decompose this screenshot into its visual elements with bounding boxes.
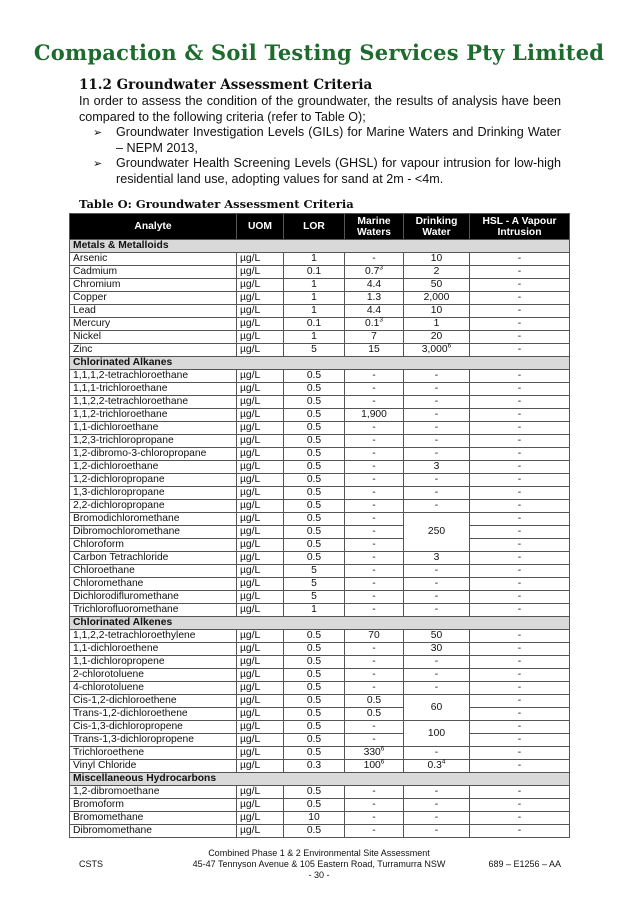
criteria-list: [93, 125, 561, 187]
table-row: 4-chlorotoluene µg/L 0.5 - - -: [70, 682, 570, 695]
table-header-row: [70, 214, 570, 240]
table-row: Bromodichloromethane µg/L 0.5 - 250 -: [70, 513, 570, 526]
header-analyte: Analyte: [70, 214, 237, 240]
footer-right: 689 – E1256 – AA: [488, 859, 561, 869]
table-row: Zinc µg/L 5 15 3,000$^6$ -: [70, 344, 570, 357]
group-row-misc-hydrocarbons: Miscellaneous Hydrocarbons: [70, 773, 570, 786]
table-row: 2,2-dichloropropane µg/L 0.5 - - -: [70, 500, 570, 513]
table-row: Vinyl Chloride µg/L 0.3 $100^6$ $0.3^4$ -: [70, 760, 570, 773]
table-row: Dibromomethane µg/L 0.5 - - -: [70, 825, 570, 838]
table-row: Carbon Tetrachloride µg/L 0.5 - 3 -: [70, 552, 570, 565]
group-row-metals: Metals & Metalloids: [70, 240, 570, 253]
header-uom: UOM: [237, 214, 284, 240]
footer-address: 45-47 Tennyson Avenue & 105 Eastern Road, Turramurra NSW: [192, 859, 446, 869]
section-heading: 11.2 Groundwater Assessment Criteria: [79, 77, 373, 93]
table-row: Trichlorofluoromethane µg/L 1 - - -: [70, 604, 570, 617]
table-row: 1,1-dichloroethene µg/L 0.5 - 30 -: [70, 643, 570, 656]
table-row: 1,1,2-trichloroethane µg/L 0.5 1,900 - -: [70, 409, 570, 422]
arrow-bullet-icon: ➢: [93, 157, 103, 170]
table-row: 1,2-dichloroethane µg/L 0.5 - 3 -: [70, 461, 570, 474]
table-row: Cadmium µg/L 0.1 $0.7^3$ 2 -: [70, 266, 570, 279]
list-item: ➢ Groundwater Health Screening Levels (GHSL) for vapour intrusion for low-high residential land use, adopting values for sand at 2m - <4m.: [93, 156, 561, 186]
arrow-bullet-icon: ➢: [93, 126, 103, 139]
group-row-chlorinated-alkanes: Chlorinated Alkanes: [70, 357, 570, 370]
header-marine-waters: Marine Waters: [345, 214, 404, 240]
table-row: 1,1,2,2-tetrachloroethane µg/L 0.5 - - -: [70, 396, 570, 409]
table-row: Trans-1,3-dichloropropene µg/L 0.5 - -: [70, 734, 570, 747]
header-lor: LOR: [284, 214, 345, 240]
table-row: Chloroethane µg/L 5 - - -: [70, 565, 570, 578]
company-name: Compaction & Soil Testing Services Pty Limited: [33, 40, 605, 65]
header-hsl-vapour-intrusion: HSL - A Vapour Intrusion: [470, 214, 570, 240]
footer-report-title: Combined Phase 1 & 2 Environmental Site Assessment: [208, 848, 430, 858]
table-row: Trichloroethene µg/L 0.5 $330^6$ - -: [70, 747, 570, 760]
table-row: Cis-1,2-dichloroethene µg/L 0.5 0.5 60 -: [70, 695, 570, 708]
header-drinking-water: Drinking Water: [404, 214, 470, 240]
table-row: Arsenic µg/L 1 - 10 -: [70, 253, 570, 266]
footer-left: CSTS: [79, 859, 104, 869]
table-row: Mercury µg/L 0.1 $0.1^3$ 1 -: [70, 318, 570, 331]
table-row: Nickel µg/L 1 7 20 -: [70, 331, 570, 344]
table-row: Copper µg/L 1 1.3 2,000 -: [70, 292, 570, 305]
list-item: ➢ Groundwater Investigation Levels (GILs) for Marine Waters and Drinking Water – NEPM 2013,: [93, 125, 561, 155]
table-row: Cis-1,3-dichloropropene µg/L 0.5 - 100 -: [70, 721, 570, 734]
table-title: Table O: Groundwater Assessment Criteria: [79, 197, 354, 211]
table-row: 1,2-dibromoethane µg/L 0.5 - - -: [70, 786, 570, 799]
table-row: Chloromethane µg/L 5 - - -: [70, 578, 570, 591]
table-row: 2-chlorotoluene µg/L 0.5 - - -: [70, 669, 570, 682]
table-row: 1,1-dichloropropene µg/L 0.5 - - -: [70, 656, 570, 669]
table-row: Dichlorodifluromethane µg/L 5 - - -: [70, 591, 570, 604]
table-row: Dibromochloromethane µg/L 0.5 - -: [70, 526, 570, 539]
table-row: Chloroform µg/L 0.5 - -: [70, 539, 570, 552]
table-row: 1,1-dichloroethane µg/L 0.5 - - -: [70, 422, 570, 435]
criteria-table: [69, 213, 570, 838]
table-row: 1,3-dichloropropane µg/L 0.5 - - -: [70, 487, 570, 500]
table-row: 1,2-dibromo-3-chloropropane µg/L 0.5 - - -: [70, 448, 570, 461]
table-row: Chromium µg/L 1 4.4 50 -: [70, 279, 570, 292]
table-row: 1,2-dichloropropane µg/L 0.5 - - -: [70, 474, 570, 487]
table-row: 1,1,1,2-tetrachloroethane µg/L 0.5 - - -: [70, 370, 570, 383]
table-row: 1,1,1-trichloroethane µg/L 0.5 - - -: [70, 383, 570, 396]
group-row-chlorinated-alkenes: Chlorinated Alkenes: [70, 617, 570, 630]
page-number: - 30 -: [308, 870, 330, 880]
intro-paragraph: In order to assess the condition of the groundwater, the results of analysis have been compared to the following criteria (refer to Table O);: [79, 94, 561, 124]
table-row: Lead µg/L 1 4.4 10 -: [70, 305, 570, 318]
table-row: Bromoform µg/L 0.5 - - -: [70, 799, 570, 812]
table-row: 1,2,3-trichloropropane µg/L 0.5 - - -: [70, 435, 570, 448]
table-row: Trans-1,2-dichloroethene µg/L 0.5 0.5 -: [70, 708, 570, 721]
table-row: Bromomethane µg/L 10 - - -: [70, 812, 570, 825]
table-row: 1,1,2,2-tetrachloroethylene µg/L 0.5 70 50 -: [70, 630, 570, 643]
